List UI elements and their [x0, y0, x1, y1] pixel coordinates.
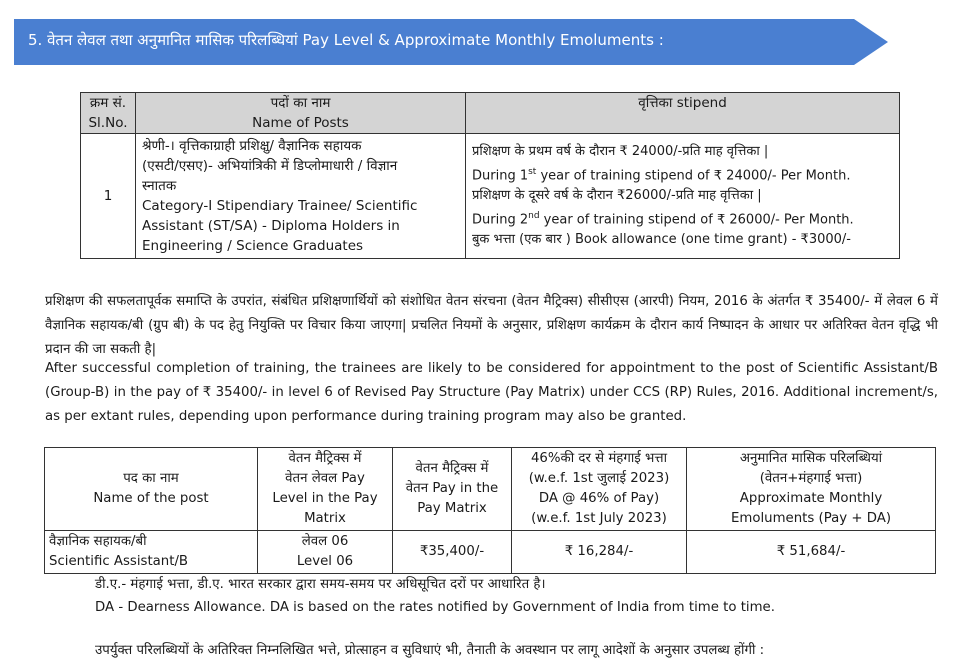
stipend-table-header [81, 93, 900, 134]
cell-pay: ₹35,400/- [393, 531, 512, 574]
cell-total: ₹ 51,684/- [687, 531, 936, 574]
banner-arrow-shape [854, 19, 888, 65]
header-sl-no: क्रम सं. Sl.No. [81, 93, 136, 134]
appointment-paragraph-english: After successful completion of training, the trainees are likely to be considered for appointment to the post of Scientific Assistant/B (Group-B) in the pay of ₹ 35400/- in level 6 of Revised Pay Structure (Pay Matrix) under CCS (RP) Rules, 2016. Additional increment/s, as per extant rules, depending upon performance during training program may also be granted. [45, 361, 938, 424]
header-emoluments: अनुमानित मासिक परिलब्धियां (वेतन+मंहगाई भत्ता) Approximate Monthly Emoluments (Pay + DA) [687, 448, 936, 531]
allowances-note: उपर्युक्त परिलब्धियों के अतिरिक्त निम्नलिखित भत्ते, प्रोत्साहन व सुविधाएं भी, तैनाती के अवस्थान पर लागू आदेशों के अनुसार उपलब्ध होंगी : [95, 643, 765, 658]
cell-da: ₹ 16,284/- [512, 531, 687, 574]
da-note-hindi: डी.ए.- मंहगाई भत्ता, डी.ए. भारत सरकार द्वारा समय-समय पर अधिसूचित दरों पर आधारित है। [95, 577, 546, 592]
cell-sl-no: 1 [81, 134, 136, 259]
pay-table [44, 447, 936, 574]
table-row [81, 134, 900, 259]
pay-table-header [45, 448, 936, 531]
table-row [45, 531, 936, 574]
header-post-name: पदों का नाम Name of Posts [136, 93, 466, 134]
cell-post-name: श्रेणी-। वृत्तिकाग्राही प्रशिक्षु/ वैज्ञानिक सहायक (एसटी/एसए)- अभियांत्रिकी में डिप्लोमाधारी / विज्ञान स्नातक Category-I Stipendiary Trainee/ Scientific Assistant (ST/SA) - Diploma Holders in Engineering / Science Graduates [136, 134, 466, 259]
stipend-table [80, 92, 900, 259]
cell-level: लेवल 06 Level 06 [258, 531, 393, 574]
cell-stipend: प्रशिक्षण के प्रथम वर्ष के दौरान ₹ 24000/-प्रति माह वृत्तिका | During 1st year of training stipend of ₹ 24000/- Per Month. प्रशिक्षण के दूसरे वर्ष के दौरान ₹26000/-प्रति माह वृत्तिका | During 2nd year of training stipend of ₹ 26000/- Per Month. बुक भत्ता (एक बार ) Book allowance (one time grant) - ₹3000/- [466, 134, 900, 259]
header-post: पद का नाम Name of the post [45, 448, 258, 531]
da-note-english: DA - Dearness Allowance. DA is based on the rates notified by Government of India from time to time. [95, 600, 775, 615]
header-pay-level: वेतन मैट्रिक्स में वेतन लेवल Pay Level in the Pay Matrix [258, 448, 393, 531]
section-title: 5. वेतन लेवल तथा अनुमानित मासिक परिलब्धियां Pay Level & Approximate Monthly Emoluments : [28, 31, 664, 49]
header-da: 46%की दर से मंहगाई भत्ता (w.e.f. 1st जुलाई 2023) DA @ 46% of Pay) (w.e.f. 1st July 2023) [512, 448, 687, 531]
header-stipend: वृत्तिका stipend [466, 93, 900, 134]
cell-post: वैज्ञानिक सहायक/बी Scientific Assistant/B [45, 531, 258, 574]
header-pay: वेतन मैट्रिक्स में वेतन Pay in the Pay Matrix [393, 448, 512, 531]
appointment-paragraph-hindi: प्रशिक्षण की सफलतापूर्वक समाप्ति के उपरांत, संबंधित प्रशिक्षणार्थियों को संशोधित वेतन संरचना (वेतन मैट्रिक्स) सीसीएस (आरपी) नियम, 2016 के अंतर्गत ₹ 35400/- में लेवल 6 में वैज्ञानिक सहायक/बी (ग्रुप बी) के पद हेतु नियुक्ति पर विचार किया जाएगा| प्रचलित नियमों के अनुसार, प्रशिक्षण कार्यक्रम के दौरान कार्य निष्पादन के आधार पर अतिरिक्त वेतन वृद्धि भी प्रदान की जा सकती है| [45, 294, 938, 357]
